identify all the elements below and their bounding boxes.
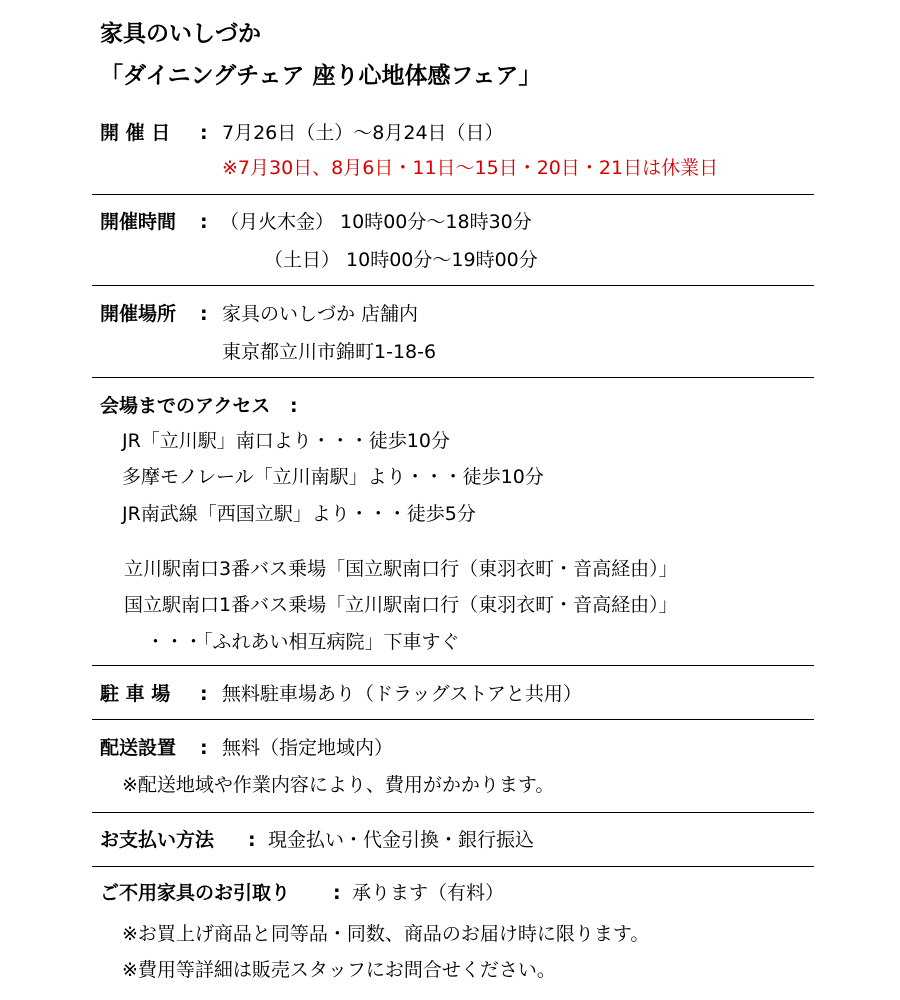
divider — [92, 285, 814, 286]
pickup-note: ※費用等詳細は販売スタッフにお問合せください。 — [122, 959, 556, 981]
divider — [92, 665, 814, 666]
delivery-colon: : — [200, 737, 208, 759]
divider — [92, 866, 814, 867]
access-bus: 立川駅南口3番バス乗場「国立駅南口行（東羽衣町・音高経由）」 — [124, 558, 678, 580]
hours-weekend: （土日） 10時00分～19時00分 — [264, 249, 538, 271]
delivery-value: 無料（指定地域内） — [222, 737, 394, 759]
parking-label: 駐 車 場 — [100, 683, 171, 705]
payment-colon: : — [248, 829, 256, 851]
divider — [92, 719, 814, 720]
access-label: 会場までのアクセス — [100, 395, 271, 417]
hours-colon: : — [200, 211, 208, 233]
dates-label: 開 催 日 — [100, 122, 171, 144]
dates-closed-notice: ※7月30日、8月6日・11日～15日・20日・21日は休業日 — [222, 157, 719, 179]
payment-value: 現金払い・代金引換・銀行振込 — [268, 829, 535, 851]
access-route: JR「立川駅」南口より・・・徒歩10分 — [122, 430, 450, 452]
venue-label: 開催場所 — [100, 303, 177, 325]
divider — [92, 812, 814, 813]
delivery-note: ※配送地域や作業内容により、費用がかかります。 — [122, 774, 555, 796]
event-title: 「ダイニングチェア 座り心地体感フェア」 — [100, 63, 542, 89]
divider — [92, 194, 814, 195]
pickup-label: ご不用家具のお引取り — [100, 882, 291, 904]
delivery-label: 配送設置 — [100, 737, 177, 759]
pickup-colon: : — [333, 882, 341, 904]
parking-colon: : — [200, 683, 208, 705]
hours-weekday: （月火木金） 10時00分～18時30分 — [220, 211, 532, 233]
divider — [92, 377, 814, 378]
access-bus: 国立駅南口1番バス乗場「立川駅南口行（東羽衣町・音高経由）」 — [124, 594, 678, 616]
hours-label: 開催時間 — [100, 211, 177, 233]
access-bus-stop: ・・・「ふれあい相互病院」下車すぐ — [146, 631, 460, 653]
store-name: 家具のいしづか — [100, 21, 261, 47]
access-route: JR南武線「西国立駅」より・・・徒歩5分 — [122, 503, 476, 525]
pickup-note: ※お買上げ商品と同等品・同数、商品のお届け時に限ります。 — [122, 923, 650, 945]
parking-value: 無料駐車場あり（ドラッグストアと共用） — [222, 683, 582, 705]
pickup-value: 承ります（有料） — [352, 882, 505, 904]
venue-colon: : — [200, 303, 208, 325]
access-colon: : — [290, 395, 298, 417]
venue-address: 東京都立川市錦町1-18-6 — [222, 341, 437, 363]
payment-label: お支払い方法 — [100, 829, 215, 851]
dates-range: 7月26日（土）～8月24日（日） — [222, 122, 504, 144]
access-route: 多摩モノレール「立川南駅」より・・・徒歩10分 — [122, 466, 544, 488]
venue-name: 家具のいしづか 店舗内 — [222, 303, 419, 325]
dates-colon: : — [200, 122, 208, 144]
